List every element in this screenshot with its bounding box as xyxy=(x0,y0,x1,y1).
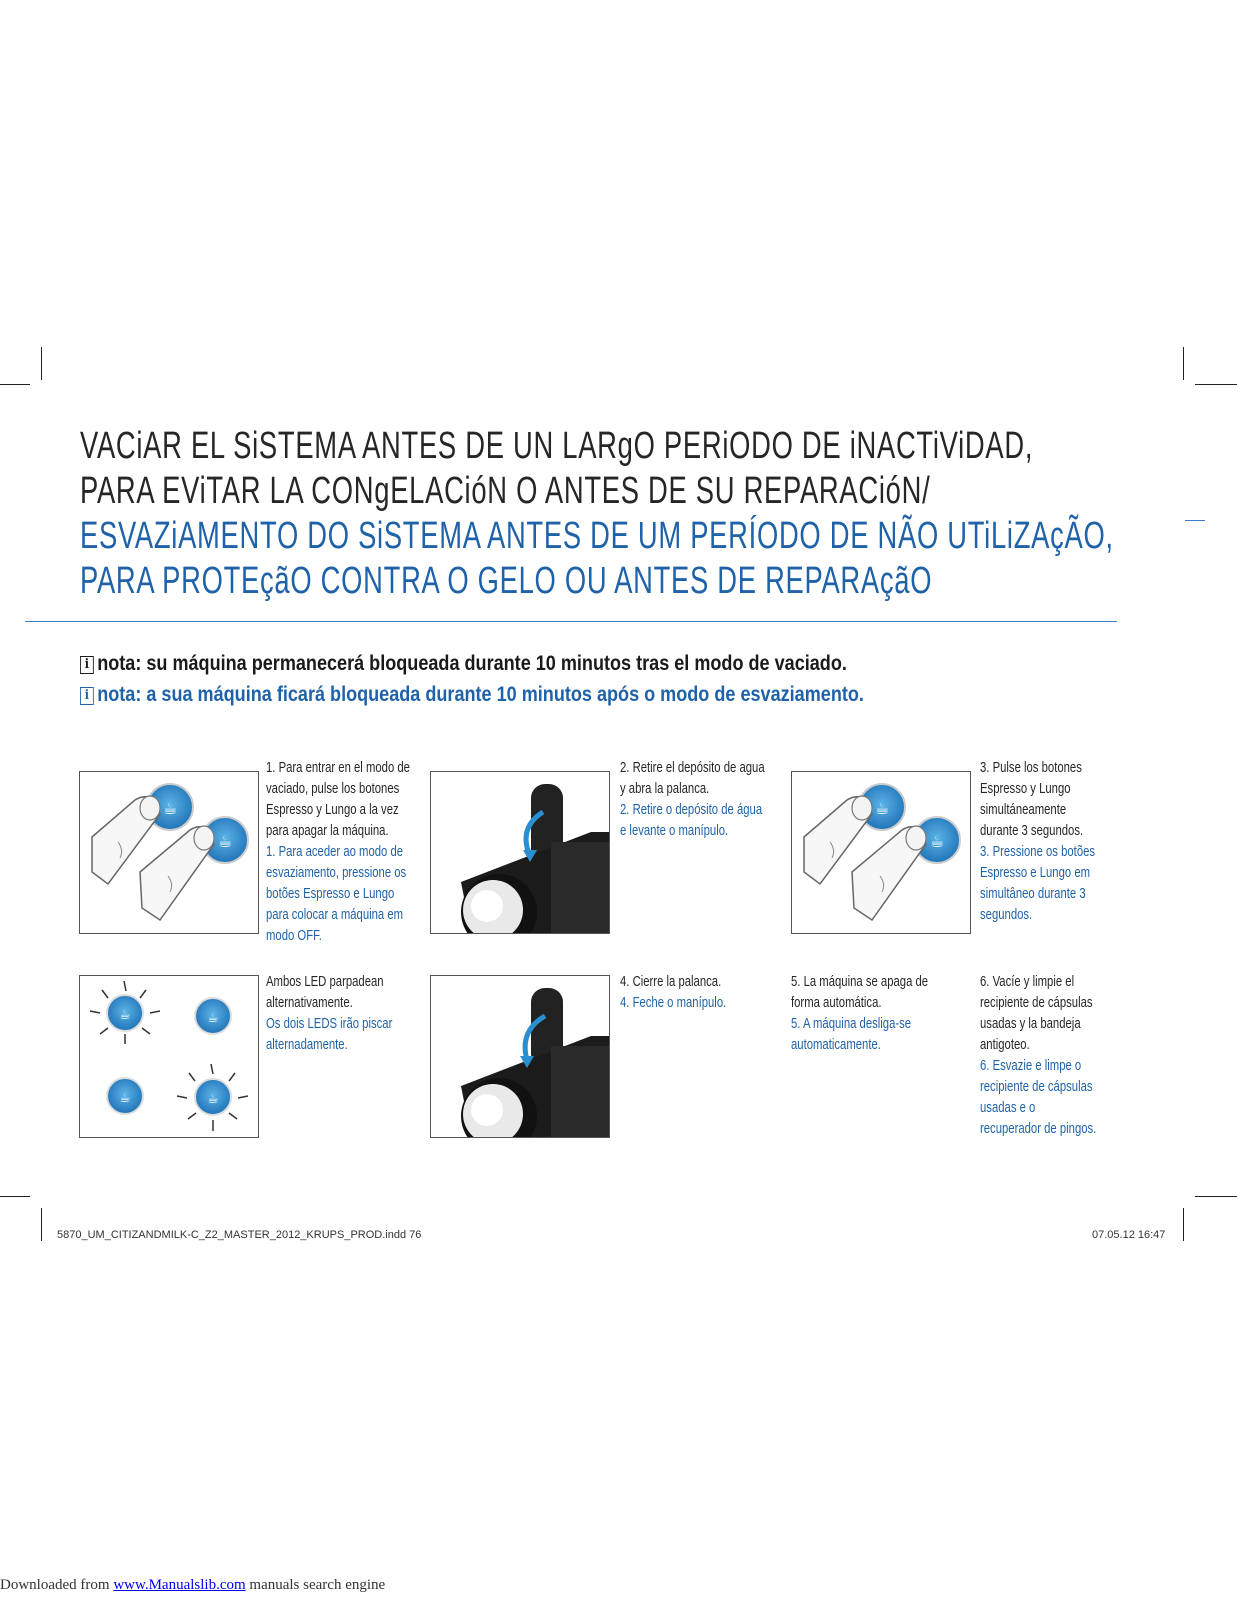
figure-fingers-press-buttons-3s xyxy=(791,771,971,934)
download-notice xyxy=(0,1577,385,1594)
step-1-pt: 1. Para aceder ao modo de esvaziamento, pressione os botões Espresso e Lungo para colocar a máquina em modo OFF. xyxy=(266,844,407,944)
info-icon: i xyxy=(80,656,94,674)
svg-text:☕: ☕ xyxy=(119,1091,131,1106)
leds-text xyxy=(266,972,414,1056)
footer-date: 07.05.12 16:47 xyxy=(1092,1229,1166,1241)
download-prefix: Downloaded from xyxy=(0,1577,114,1593)
download-suffix: manuals search engine xyxy=(245,1577,386,1593)
step-3-text xyxy=(980,758,1097,926)
crop-mark xyxy=(1185,520,1205,521)
crop-mark xyxy=(1183,1208,1184,1241)
divider-rule xyxy=(25,621,1117,622)
crop-mark xyxy=(1195,1196,1237,1197)
note-es-label: nota xyxy=(97,652,136,675)
note-pt xyxy=(80,683,864,707)
svg-text:☕: ☕ xyxy=(929,832,945,851)
note-pt-text: : a sua máquina ficará bloqueada durante 10 minutos após o modo de esvaziamento. xyxy=(135,683,864,706)
step-2-es: 2. Retire el depósito de agua y abra la palanca. xyxy=(620,760,765,797)
leds-pt: Os dois LEDS irão piscar alternadamente. xyxy=(266,1016,393,1053)
svg-text:☕: ☕ xyxy=(217,832,233,851)
lever-close-illustration xyxy=(431,976,609,1137)
crop-mark xyxy=(0,1196,30,1197)
step-2-pt: 2. Retire o depósito de água e levante o manípulo. xyxy=(620,802,763,839)
step-4-es: 4. Cierre la palanca. xyxy=(620,974,722,990)
svg-text:☕: ☕ xyxy=(874,799,890,818)
svg-text:☕: ☕ xyxy=(162,799,178,818)
step-5-text xyxy=(791,972,931,1056)
step-1-es: 1. Para entrar en el modo de vaciado, pulse los botones Espresso y Lungo a la vez para apagar la máquina. xyxy=(266,760,410,839)
fingers-buttons-illustration xyxy=(792,772,970,933)
figure-lever-open xyxy=(430,771,610,934)
figure-leds-blinking xyxy=(79,975,259,1138)
title-es-line-1: VACiAR EL SiSTEMA ANTES DE UN LARgO PERiODO DE iNACTiViDAD, xyxy=(80,425,1034,467)
title-pt-line-1: ESVAZiAMENTO DO SiSTEMA ANTES DE UM PERÍODO DE NÃO UTiLiZAçÃO, xyxy=(80,515,1114,557)
manualslib-link[interactable]: www.Manualslib.com xyxy=(113,1577,246,1593)
figure-lever-close xyxy=(430,975,610,1138)
crop-mark xyxy=(0,384,30,385)
lever-open-illustration xyxy=(431,772,609,933)
step-4-text xyxy=(620,972,768,1014)
step-1-text xyxy=(266,758,414,947)
step-5-pt: 5. A máquina desliga-se automaticamente. xyxy=(791,1016,912,1053)
leds-es: Ambos LED parpadean alternativamente. xyxy=(266,974,384,1011)
step-5-es: 5. La máquina se apaga de forma automática. xyxy=(791,974,929,1011)
title-es-line-2: PARA EViTAR LA CONgELACióN O ANTES DE SU REPARACióN/ xyxy=(80,470,931,512)
step-4-pt: 4. Feche o manípulo. xyxy=(620,995,727,1011)
svg-text:☕: ☕ xyxy=(207,1011,219,1026)
step-6-es: 6. Vacíe y limpie el recipiente de cápsulas usadas y la bandeja antigoteo. xyxy=(980,974,1093,1053)
note-es-text: : su máquina permanecerá bloqueada durante 10 minutos tras el modo de vaciado. xyxy=(135,652,847,675)
fingers-buttons-illustration xyxy=(80,772,258,933)
leds-blinking-illustration xyxy=(80,976,258,1137)
crop-mark xyxy=(1183,347,1184,380)
svg-text:☕: ☕ xyxy=(119,1008,131,1023)
crop-mark xyxy=(1195,384,1237,385)
note-es xyxy=(80,652,847,676)
info-icon: i xyxy=(80,687,94,705)
step-6-pt: 6. Esvazie e limpe o recipiente de cápsulas usadas e o recuperador de pingos. xyxy=(980,1058,1097,1137)
step-2-text xyxy=(620,758,768,842)
footer-file: 5870_UM_CITIZANDMILK-C_Z2_MASTER_2012_KRUPS_PROD.indd 76 xyxy=(57,1229,422,1241)
crop-mark xyxy=(41,347,42,380)
step-3-pt: 3. Pressione os botões Espresso e Lungo em simultâneo durante 3 segundos. xyxy=(980,844,1096,923)
step-3-es: 3. Pulse los botones Espresso y Lungo simultáneamente durante 3 segundos. xyxy=(980,760,1084,839)
note-pt-label: nota xyxy=(97,683,136,706)
figure-fingers-press-buttons xyxy=(79,771,259,934)
step-6-text xyxy=(980,972,1097,1140)
title-pt-line-2: PARA PROTEçãO CONTRA O GELO OU ANTES DE REPARAçãO xyxy=(80,560,933,602)
svg-text:☕: ☕ xyxy=(207,1092,219,1107)
crop-mark xyxy=(41,1208,42,1241)
